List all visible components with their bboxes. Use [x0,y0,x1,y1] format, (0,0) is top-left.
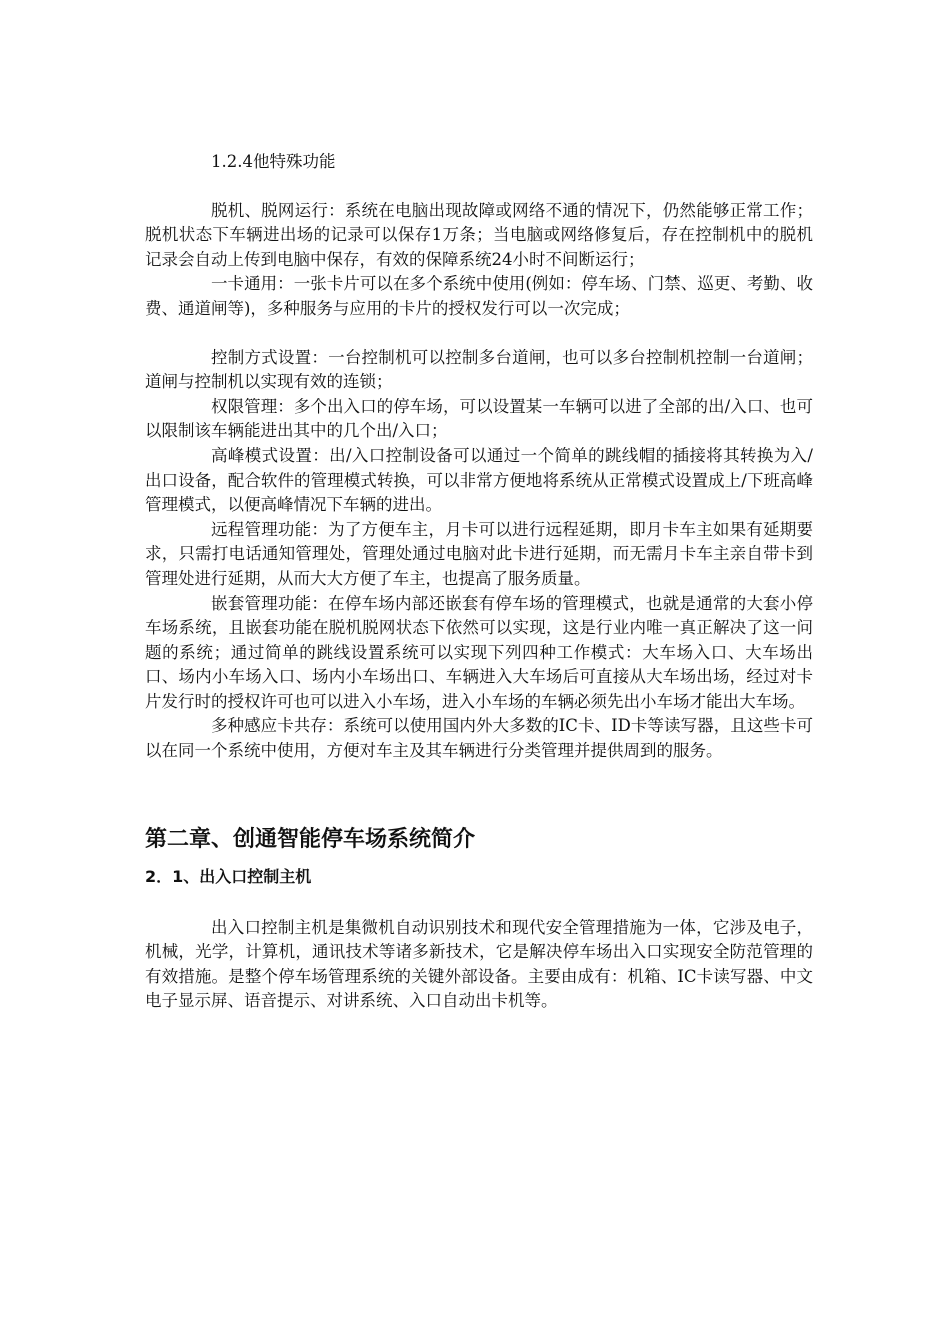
paragraph-remote-management: 远程管理功能：为了方便车主，月卡可以进行远程延期，即月卡车主如果有延期要求，只需打电话通知管理处，管理处通过电脑对此卡进行延期，而无需月卡车主亲自带卡到管理处进行延期，从而大大方便了车主，也提高了服务质量。 [145,519,813,588]
section-title: 2．1、出入口控制主机 [145,866,312,886]
paragraph-control-mode: 控制方式设置：一台控制机可以控制多台道闸，也可以多台控制机控制一台道闸；道闸与控制机以实现有效的连锁； [145,347,813,392]
spacer [145,175,813,199]
spacer [145,322,813,346]
paragraph-peak-mode: 高峰模式设置：出/入口控制设备可以通过一个简单的跳线帽的插接将其转换为入/出口设备，配合软件的管理模式转换，可以非常方便地将系统从正常模式设置成上/下班高峰管理模式，以便高峰情况下车辆的进出。 [145,445,813,515]
paragraph-permission-management: 权限管理：多个出入口的停车场，可以设置某一车辆可以进了全部的出/入口、也可以限制该车辆能进出其中的几个出/入口； [145,396,813,441]
paragraph-multi-card: 多种感应卡共存：系统可以使用国内外大多数的IC卡、ID卡等读写器，且这些卡可以在同一个系统中使用，方便对车主及其车辆进行分类管理并提供周到的服务。 [145,716,813,761]
paragraph-one-card: 一卡通用：一张卡片可以在多个系统中使用(例如：停车场、门禁、巡更、考勤、收费、通道闸等)，多种服务与应用的卡片的授权发行可以一次完成； [145,274,813,318]
spacer [145,892,813,916]
spacer [145,764,813,824]
paragraph-nested-management: 嵌套管理功能：在停车场内部还嵌套有停车场的管理模式，也就是通常的大套小停车场系统，且嵌套功能在脱机脱网状态下依然可以实现，这是行业内唯一真正解决了这一问题的系统；通过简单的跳线设置系统可以实现下列四种工作模式：大车场入口、大车场出口、场内小车场入口、场内小车场出口、车辆进入大车场后可直接从大车场出场，经过对卡片发行时的授权许可也可以进入小车场，进入小车场的车辆必须先出小车场才能出大车场。 [145,593,813,711]
paragraph-entrance-controller: 出入口控制主机是集微机自动识别技术和现代安全管理措施为一体，它涉及电子，机械，光学，计算机，通讯技术等诸多新技术，它是解决停车场出入口实现安全防范管理的有效措施。是整个停车场管理系统的关键外部设备。主要由成有：机箱、IC卡读写器、中文电子显示屏、语音提示、对讲系统、入口自动出卡机等。 [145,917,813,1011]
chapter-title: 第二章、创通智能停车场系统简介 [145,826,476,852]
document-body [145,150,813,1014]
paragraph-offline-operation: 脱机、脱网运行：系统在电脑出现故障或网络不通的情况下，仍然能够正常工作；脱机状态下车辆进出场的记录可以保存1万条；当电脑或网络修复后，存在控制机中的脱机记录会自动上传到电脑中保存，有效的保障系统24小时不间断运行； [145,200,813,269]
subsection-number-heading: 1.2.4他特殊功能 [211,152,336,171]
